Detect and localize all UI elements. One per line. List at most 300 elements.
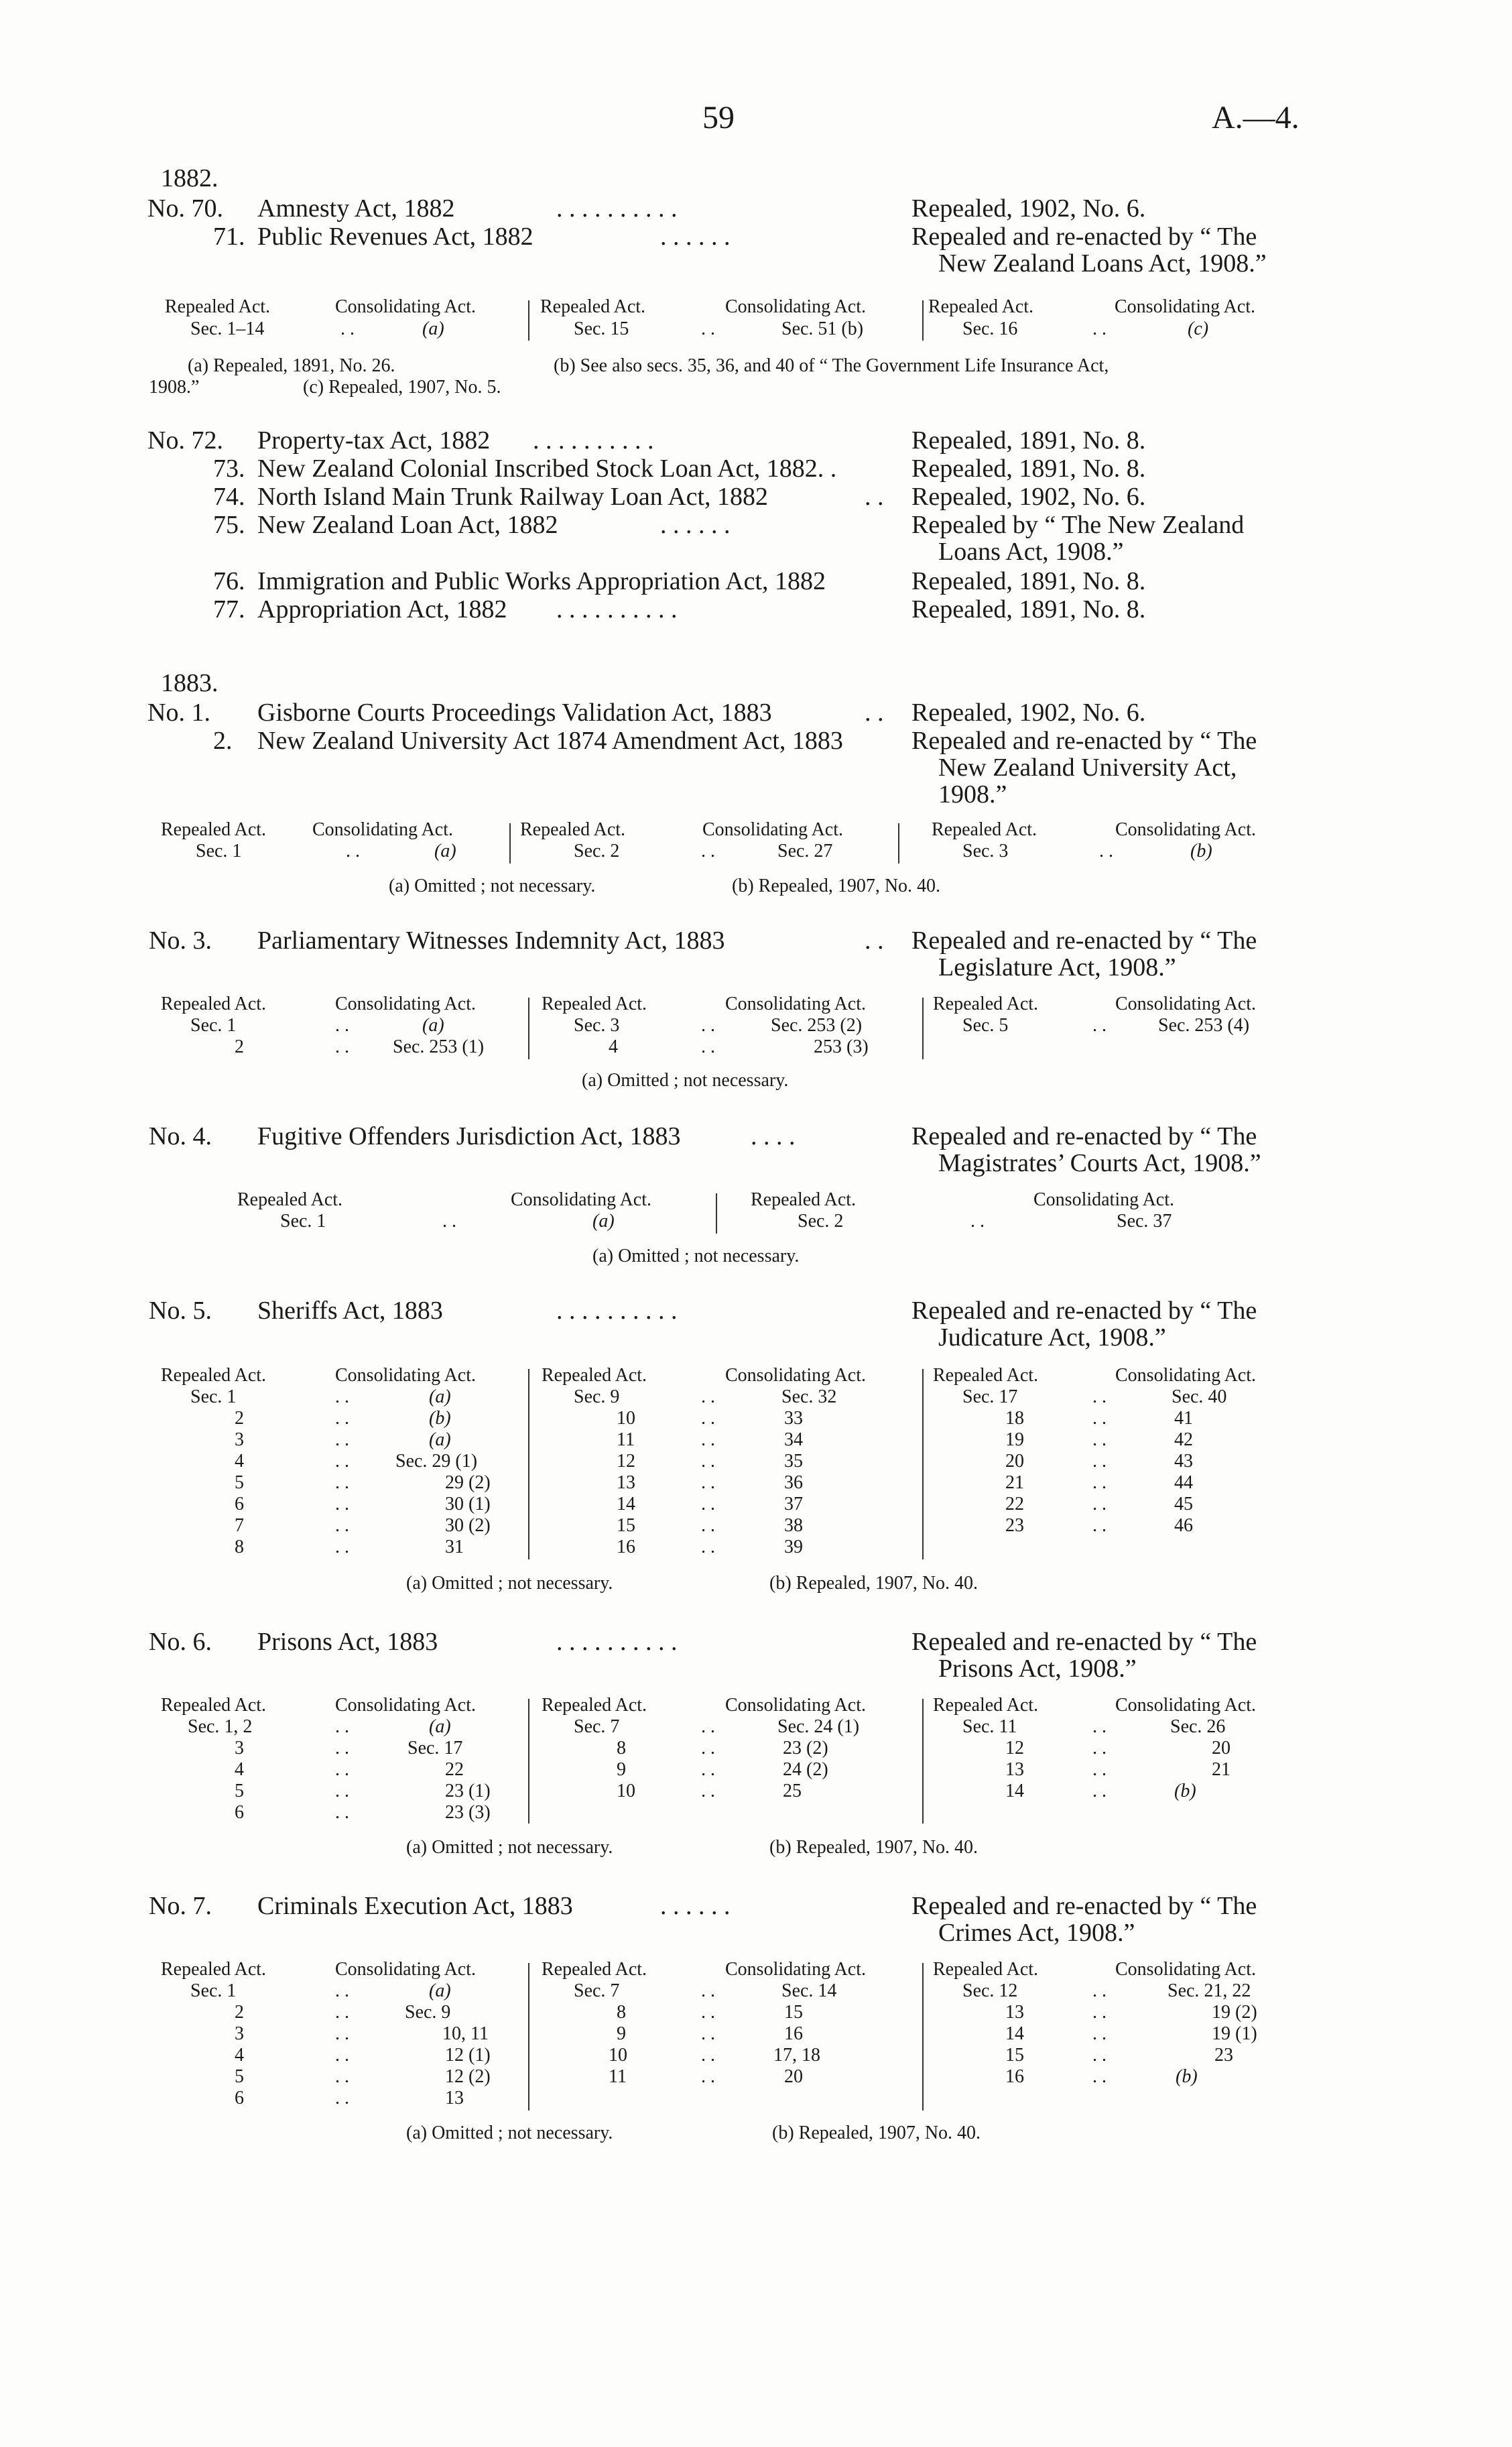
act-number: 2. — [213, 727, 233, 755]
act-title: Amnesty Act, 1882 — [257, 194, 455, 223]
footnote: (a) Omitted ; not necessary. — [582, 1070, 789, 1091]
table-cell: 25 — [783, 1781, 802, 1801]
table-header: Repealed Act. — [933, 1695, 1039, 1716]
act-status-cont: Prisons Act, 1908.” — [938, 1655, 1137, 1683]
leader-dots: . . — [701, 1408, 715, 1429]
table-cell: 15 — [617, 1515, 635, 1536]
footnote: (a) Repealed, 1891, No. 26. — [188, 355, 395, 376]
table-header: Consolidating Act. — [1115, 1695, 1256, 1716]
leader-dots: . . . . . . . . . . — [556, 1628, 678, 1656]
table-cell: 46 — [1174, 1515, 1193, 1536]
footnote: (b) Repealed, 1907, No. 40. — [769, 1837, 979, 1858]
table-cell: 5 — [235, 1781, 244, 1801]
table-cell: Sec. 253 (2) — [771, 1015, 863, 1036]
leader-dots: . . — [1092, 1472, 1107, 1493]
table-header: Repealed Act. — [161, 1365, 267, 1386]
column-rule — [528, 1369, 529, 1559]
table-cell: 14 — [617, 1494, 635, 1514]
leader-dots: . . — [335, 1408, 349, 1429]
leader-dots: . . — [1092, 1515, 1107, 1536]
table-cell: 38 — [784, 1515, 803, 1536]
act-number: 75. — [213, 511, 245, 539]
table-cell: 39 — [784, 1537, 803, 1557]
leader-dots: . . . . . . . . . . — [533, 426, 654, 455]
table-cell: (b) — [1176, 2066, 1198, 2087]
column-rule — [528, 1963, 529, 2110]
table-header: Consolidating Act. — [335, 994, 476, 1014]
act-status: Repealed and re-enacted by “ The — [911, 1297, 1257, 1325]
leader-dots: . . — [701, 1472, 715, 1493]
leader-dots: . . — [1092, 1408, 1107, 1429]
table-cell: 11 — [617, 1429, 635, 1450]
table-cell: (a) — [422, 318, 444, 339]
footnote: (a) Omitted ; not necessary. — [406, 1837, 613, 1858]
table-cell: 13 — [617, 1472, 635, 1493]
table-cell: 2 — [235, 2002, 244, 2023]
leader-dots: . . — [335, 2002, 349, 2023]
act-status: Repealed, 1902, No. 6. — [911, 699, 1146, 727]
footnote: (b) Repealed, 1907, No. 40. — [769, 1573, 979, 1594]
table-cell: Sec. 29 (1) — [395, 1451, 478, 1472]
table-header: Repealed Act. — [540, 296, 646, 317]
act-number: No. 3. — [149, 927, 212, 955]
act-status: Repealed, 1891, No. 8. — [911, 595, 1146, 623]
table-cell: 17, 18 — [773, 2045, 820, 2066]
table-cell: Sec. 1 — [196, 841, 242, 861]
leader-dots: . . — [335, 2023, 349, 2044]
table-cell: 12 — [617, 1451, 635, 1472]
table-header: Repealed Act. — [932, 819, 1037, 840]
act-title: Fugitive Offenders Jurisdiction Act, 1883 — [257, 1122, 681, 1150]
table-cell: 14 — [1005, 1781, 1024, 1801]
leader-dots: . . — [340, 318, 355, 339]
act-number: 73. — [213, 455, 245, 483]
table-header: Consolidating Act. — [1115, 296, 1255, 317]
act-title: Appropriation Act, 1882 — [257, 595, 507, 623]
act-status-cont: Magistrates’ Courts Act, 1908.” — [938, 1149, 1261, 1177]
act-title: Gisborne Courts Proceedings Validation Act, 1883 — [257, 699, 772, 727]
table-cell: 10 — [617, 1408, 635, 1429]
act-status: Repealed by “ The New Zealand — [911, 511, 1245, 539]
table-header: Repealed Act. — [161, 1695, 267, 1716]
leader-dots: . . — [701, 2023, 715, 2044]
page-number: 59 — [702, 100, 735, 135]
table-cell: Sec. 3 — [574, 1015, 620, 1036]
table-cell: Sec. 253 (1) — [393, 1036, 485, 1057]
table-cell: (a) — [422, 1015, 444, 1036]
act-number: 76. — [213, 567, 245, 595]
table-cell: 12 (2) — [445, 2066, 491, 2087]
leader-dots: . . — [701, 841, 715, 861]
table-header: Consolidating Act. — [1115, 819, 1256, 840]
leader-dots: . . . . . . — [660, 1892, 731, 1920]
table-cell: Sec. 21, 22 — [1168, 1980, 1251, 2001]
table-header: Consolidating Act. — [725, 994, 866, 1014]
table-header: Consolidating Act. — [702, 819, 843, 840]
table-cell: (b) — [429, 1408, 451, 1429]
table-cell: 8 — [617, 1738, 626, 1758]
table-header: Consolidating Act. — [725, 296, 866, 317]
table-cell: 23 — [1214, 2045, 1233, 2066]
table-cell: (a) — [429, 1716, 451, 1737]
leader-dots: . . — [1092, 2045, 1107, 2066]
act-title: Public Revenues Act, 1882 — [257, 223, 533, 251]
leader-dots: . . . . . . . . . . — [556, 1297, 678, 1325]
table-cell: Sec. 17 — [962, 1386, 1018, 1407]
column-rule — [528, 300, 529, 341]
leader-dots: . . — [335, 1472, 349, 1493]
table-cell: 6 — [235, 2088, 244, 2108]
footnote: (b) Repealed, 1907, No. 40. — [732, 876, 941, 896]
table-header: Repealed Act. — [542, 1959, 647, 1980]
table-cell: Sec. 15 — [574, 318, 629, 339]
act-number: No. 1. — [147, 699, 210, 727]
leader-dots: . . — [335, 1515, 349, 1536]
table-cell: Sec. 9 — [574, 1386, 620, 1407]
table-cell: 19 — [1005, 1429, 1024, 1450]
table-header: Consolidating Act. — [1115, 1959, 1256, 1980]
table-cell: 8 — [235, 1537, 244, 1557]
act-number: No. 72. — [147, 426, 223, 455]
leader-dots: . . — [335, 1451, 349, 1472]
leader-dots: . . — [335, 2045, 349, 2066]
leader-dots: . . — [865, 927, 884, 955]
table-cell: Sec. 37 — [1117, 1211, 1172, 1232]
table-cell: Sec. 14 — [781, 1980, 837, 2001]
leader-dots: . . — [1092, 1494, 1107, 1514]
table-cell: Sec. 1 — [190, 1980, 237, 2001]
leader-dots: . . — [1092, 1429, 1107, 1450]
act-number: No. 6. — [149, 1628, 212, 1656]
act-status: Repealed, 1902, No. 6. — [911, 483, 1146, 511]
act-title: Property-tax Act, 1882 — [257, 426, 491, 455]
leader-dots: . . — [701, 1386, 715, 1407]
table-header: Repealed Act. — [165, 296, 271, 317]
table-cell: 45 — [1174, 1494, 1193, 1514]
act-status: Repealed, 1891, No. 8. — [911, 455, 1146, 483]
table-cell: Sec. 2 — [798, 1211, 844, 1232]
year-heading: 1883. — [161, 669, 218, 697]
table-cell: 13 — [1005, 1759, 1024, 1780]
leader-dots: . . — [701, 1515, 715, 1536]
table-header: Repealed Act. — [933, 1365, 1039, 1386]
table-header: Repealed Act. — [520, 819, 626, 840]
act-title: Immigration and Public Works Appropriation Act, 1882 — [257, 567, 826, 595]
table-cell: Sec. 1, 2 — [188, 1716, 253, 1737]
table-header: Consolidating Act. — [312, 819, 453, 840]
table-cell: 30 (1) — [445, 1494, 491, 1514]
table-cell: 20 — [784, 2066, 803, 2087]
table-cell: Sec. 7 — [574, 1980, 620, 2001]
leader-dots: . . — [1092, 1759, 1107, 1780]
leader-dots: . . . . — [751, 1122, 796, 1150]
leader-dots: . . — [1092, 1451, 1107, 1472]
table-cell: 253 (3) — [814, 1036, 869, 1057]
leader-dots: . . — [1092, 1781, 1107, 1801]
act-status: Repealed, 1891, No. 8. — [911, 426, 1146, 455]
leader-dots: . . — [701, 1759, 715, 1780]
table-cell: 6 — [235, 1802, 244, 1823]
column-rule — [922, 300, 924, 341]
table-cell: 2 — [235, 1408, 244, 1429]
footnote: (a) Omitted ; not necessary. — [406, 1573, 613, 1594]
year-heading: 1882. — [161, 164, 218, 192]
leader-dots: . . — [335, 2088, 349, 2108]
act-number: No. 4. — [149, 1122, 212, 1150]
act-status: Repealed and re-enacted by “ The — [911, 1122, 1257, 1150]
table-cell: 23 (2) — [783, 1738, 828, 1758]
table-header: Repealed Act. — [542, 1695, 647, 1716]
table-cell: 41 — [1174, 1408, 1193, 1429]
leader-dots: . . — [335, 1036, 349, 1057]
leader-dots: . . — [335, 1759, 349, 1780]
table-cell: 10 — [617, 1781, 635, 1801]
table-cell: 12 — [1005, 1738, 1024, 1758]
act-title: Parliamentary Witnesses Indemnity Act, 1883 — [257, 927, 725, 955]
table-cell: 23 (3) — [445, 1802, 491, 1823]
leader-dots: . . — [701, 1738, 715, 1758]
act-title: Prisons Act, 1883 — [257, 1628, 438, 1656]
act-status: Repealed and re-enacted by “ The — [911, 1892, 1257, 1920]
table-cell: Sec. 40 — [1172, 1386, 1227, 1407]
act-status: Repealed and re-enacted by “ The — [911, 727, 1257, 755]
table-cell: Sec. 5 — [962, 1015, 1009, 1036]
leader-dots: . . — [1092, 2066, 1107, 2087]
table-header: Consolidating Act. — [725, 1365, 866, 1386]
act-number: 71. — [213, 223, 245, 251]
act-title: New Zealand Loan Act, 1882 — [257, 511, 558, 539]
act-number: 77. — [213, 595, 245, 623]
table-header: Repealed Act. — [237, 1189, 343, 1210]
table-cell: 9 — [617, 2023, 626, 2044]
leader-dots: . . — [346, 841, 360, 861]
column-rule — [716, 1193, 717, 1234]
table-cell: 19 (2) — [1212, 2002, 1257, 2023]
leader-dots: . . — [1092, 2023, 1107, 2044]
leader-dots: . . — [701, 1015, 715, 1036]
leader-dots: . . . . . . — [660, 223, 731, 251]
leader-dots: . . — [1099, 841, 1113, 861]
table-cell: 3 — [235, 1429, 244, 1450]
leader-dots: . . — [701, 2066, 715, 2087]
table-header: Repealed Act. — [161, 994, 267, 1014]
act-status-cont: Legislature Act, 1908.” — [938, 953, 1176, 981]
leader-dots: . . — [701, 1494, 715, 1514]
leader-dots: . . — [335, 1802, 349, 1823]
table-cell: 19 (1) — [1212, 2023, 1257, 2044]
column-rule — [509, 823, 511, 863]
leader-dots: . . — [1092, 318, 1107, 339]
table-cell: Sec. 32 — [781, 1386, 837, 1407]
act-number: 74. — [213, 483, 245, 511]
leader-dots: . . — [701, 1716, 715, 1737]
leader-dots: . . — [865, 699, 884, 727]
leader-dots: . . — [1092, 1980, 1107, 2001]
table-cell: 4 — [235, 2045, 244, 2066]
table-cell: 44 — [1174, 1472, 1193, 1493]
table-cell: Sec. 17 — [407, 1738, 463, 1758]
table-cell: Sec. 253 (4) — [1158, 1015, 1250, 1036]
table-cell: 37 — [784, 1494, 803, 1514]
leader-dots: . . — [335, 1015, 349, 1036]
table-header: Consolidating Act. — [335, 1365, 476, 1386]
act-status: Repealed, 1891, No. 8. — [911, 567, 1146, 595]
leader-dots: . . — [701, 1429, 715, 1450]
table-header: Consolidating Act. — [725, 1959, 866, 1980]
table-cell: Sec. 11 — [962, 1716, 1017, 1737]
table-cell: 21 — [1212, 1759, 1231, 1780]
table-header: Consolidating Act. — [1115, 1365, 1256, 1386]
table-cell: Sec. 16 — [962, 318, 1018, 339]
act-status-cont: Crimes Act, 1908.” — [938, 1919, 1135, 1947]
leader-dots: . . — [335, 1738, 349, 1758]
table-cell: 22 — [445, 1759, 464, 1780]
table-cell: (a) — [429, 1429, 451, 1450]
table-cell: Sec. 27 — [777, 841, 833, 861]
footnote: (a) Omitted ; not necessary. — [389, 876, 596, 896]
act-number: No. 5. — [149, 1297, 212, 1325]
leader-dots: . . — [1092, 1386, 1107, 1407]
table-cell: 15 — [1005, 2045, 1024, 2066]
column-rule — [528, 998, 529, 1059]
act-number: No. 7. — [149, 1892, 212, 1920]
leader-dots: . . . . . . . . . . — [556, 595, 678, 623]
table-cell: 13 — [445, 2088, 464, 2108]
table-cell: 11 — [609, 2066, 627, 2087]
table-header: Consolidating Act. — [511, 1189, 651, 1210]
table-cell: (a) — [592, 1211, 615, 1232]
table-header: Repealed Act. — [933, 1959, 1039, 1980]
table-header: Repealed Act. — [542, 1365, 647, 1386]
table-cell: 5 — [235, 1472, 244, 1493]
table-cell: 23 — [1005, 1515, 1024, 1536]
table-cell: Sec. 26 — [1170, 1716, 1226, 1737]
act-title: New Zealand Colonial Inscribed Stock Loan Act, 1882. . — [257, 455, 837, 483]
table-cell: 16 — [1005, 2066, 1024, 2087]
act-status-cont: New Zealand Loans Act, 1908.” — [938, 249, 1267, 278]
leader-dots: . . . . . . — [660, 511, 731, 539]
table-cell: 34 — [784, 1429, 803, 1450]
leader-dots: . . — [335, 2066, 349, 2087]
table-cell: 4 — [235, 1759, 244, 1780]
leader-dots: . . — [335, 1781, 349, 1801]
column-rule — [528, 1699, 529, 1824]
table-cell: 5 — [235, 2066, 244, 2087]
table-cell: Sec. 1–14 — [190, 318, 265, 339]
table-cell: Sec. 7 — [574, 1716, 620, 1737]
table-cell: 33 — [784, 1408, 803, 1429]
table-cell: 36 — [784, 1472, 803, 1493]
leader-dots: . . — [335, 1429, 349, 1450]
footnote: (a) Omitted ; not necessary. — [406, 2123, 613, 2143]
act-status-cont: 1908.” — [938, 780, 1007, 809]
footnote: (c) Repealed, 1907, No. 5. — [303, 377, 501, 398]
table-cell: 31 — [445, 1537, 464, 1557]
table-cell: Sec. 9 — [405, 2002, 451, 2023]
table-cell: 2 — [235, 1036, 244, 1057]
table-header: Repealed Act. — [751, 1189, 857, 1210]
table-cell: Sec. 2 — [574, 841, 620, 861]
table-header: Repealed Act. — [542, 994, 647, 1014]
table-cell: 20 — [1212, 1738, 1231, 1758]
column-rule — [922, 1963, 924, 2110]
table-cell: (b) — [1190, 841, 1212, 861]
table-cell: (a) — [434, 841, 456, 861]
act-status-cont: Judicature Act, 1908.” — [938, 1323, 1166, 1352]
footnote: (b) Repealed, 1907, No. 40. — [772, 2123, 981, 2143]
table-header: Repealed Act. — [161, 819, 267, 840]
leader-dots: . . — [865, 483, 884, 511]
leader-dots: . . — [335, 1494, 349, 1514]
leader-dots: . . — [701, 318, 715, 339]
table-cell: 9 — [617, 1759, 626, 1780]
leader-dots: . . — [1092, 1738, 1107, 1758]
act-status-cont: New Zealand University Act, — [938, 754, 1237, 782]
leader-dots: . . — [701, 1537, 715, 1557]
table-cell: Sec. 1 — [190, 1386, 237, 1407]
leader-dots: . . — [701, 1451, 715, 1472]
table-header: Repealed Act. — [928, 296, 1034, 317]
column-rule — [922, 998, 924, 1059]
footnote-cont: 1908.” — [149, 377, 200, 398]
leader-dots: . . — [701, 1036, 715, 1057]
table-cell: (a) — [429, 1980, 451, 2001]
table-cell: 7 — [235, 1515, 244, 1536]
table-cell: Sec. 12 — [962, 1980, 1018, 2001]
act-title: Sheriffs Act, 1883 — [257, 1297, 443, 1325]
leader-dots: . . . . . . . . . . — [556, 194, 678, 223]
table-cell: Sec. 1 — [280, 1211, 326, 1232]
leader-dots: . . — [1092, 1716, 1107, 1737]
leader-dots: . . — [1092, 1015, 1107, 1036]
table-header: Consolidating Act. — [1033, 1189, 1174, 1210]
table-cell: Sec. 24 (1) — [777, 1716, 860, 1737]
footnote: (b) See also secs. 35, 36, and 40 of “ The Government Life Insurance Act, — [554, 355, 1109, 376]
table-cell: Sec. 51 (b) — [781, 318, 864, 339]
table-cell: 43 — [1174, 1451, 1193, 1472]
table-cell: 16 — [784, 2023, 803, 2044]
table-cell: 4 — [609, 1036, 618, 1057]
table-header: Consolidating Act. — [335, 296, 476, 317]
leader-dots: . . — [701, 1781, 715, 1801]
act-status: Repealed and re-enacted by “ The — [911, 223, 1257, 251]
act-status-cont: Loans Act, 1908.” — [938, 538, 1124, 566]
table-cell: 16 — [617, 1537, 635, 1557]
table-cell: (a) — [429, 1386, 451, 1407]
table-header: Repealed Act. — [161, 1959, 267, 1980]
table-cell: 35 — [784, 1451, 803, 1472]
table-header: Repealed Act. — [933, 994, 1039, 1014]
table-cell: 29 (2) — [445, 1472, 491, 1493]
table-cell: 15 — [784, 2002, 803, 2023]
table-cell: 10, 11 — [442, 2023, 489, 2044]
leader-dots: . . — [442, 1211, 456, 1232]
table-cell: (b) — [1174, 1781, 1196, 1801]
act-status: Repealed, 1902, No. 6. — [911, 194, 1146, 223]
table-cell: 24 (2) — [783, 1759, 828, 1780]
table-cell: 14 — [1005, 2023, 1024, 2044]
table-header: Consolidating Act. — [335, 1695, 476, 1716]
act-number: No. 70. — [147, 194, 223, 223]
column-rule — [922, 1699, 924, 1824]
act-status: Repealed and re-enacted by “ The — [911, 927, 1257, 955]
table-cell: 3 — [235, 2023, 244, 2044]
act-status: Repealed and re-enacted by “ The — [911, 1628, 1257, 1656]
act-title: Criminals Execution Act, 1883 — [257, 1892, 573, 1920]
act-title: North Island Main Trunk Railway Loan Act, 1882 — [257, 483, 769, 511]
table-cell: 22 — [1005, 1494, 1024, 1514]
leader-dots: . . — [701, 2045, 715, 2066]
